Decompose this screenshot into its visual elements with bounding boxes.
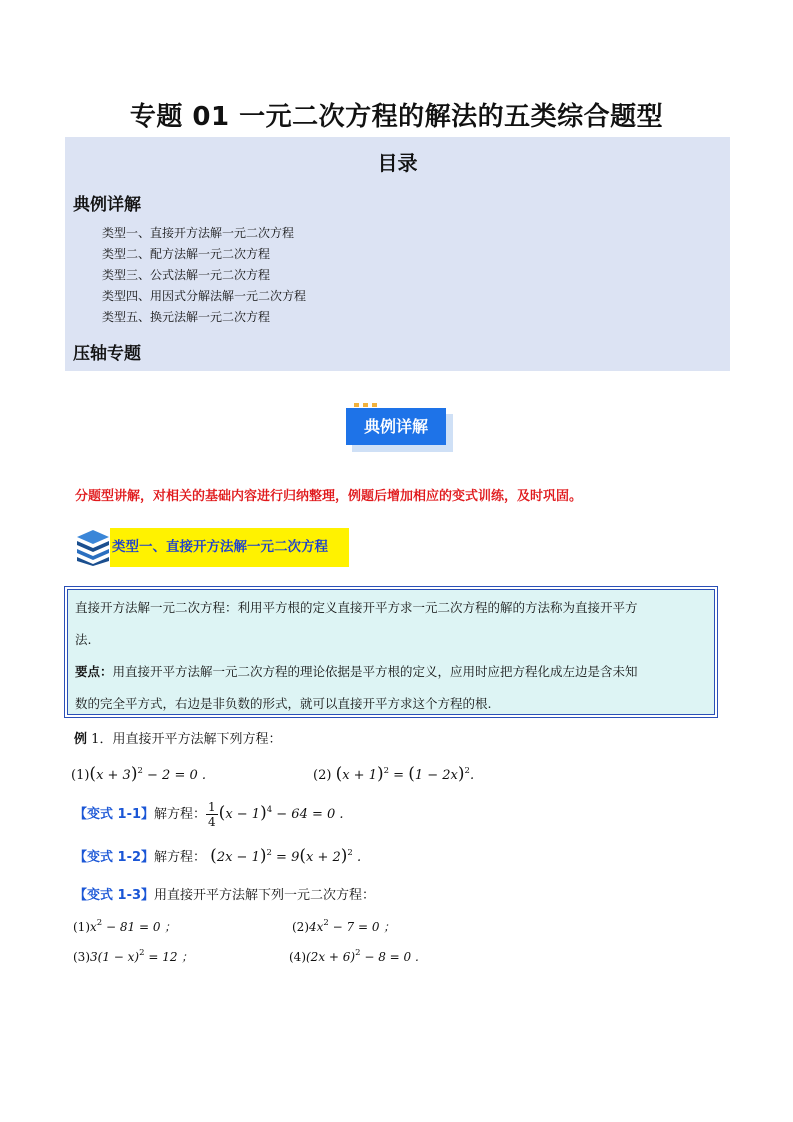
page-title: 专题 01 一元二次方程的解法的五类综合题型 <box>129 102 664 132</box>
concept-line-2: 法. <box>75 632 92 647</box>
equation-v12: $(2x - 1)^2 = 9(x + 2)^2$ . <box>210 846 362 866</box>
variant-1-3-part3 <box>73 948 193 965</box>
intro-note: 分题型讲解，对相关的基础内容进行归纳整理，例题后增加相应的变式训练，及时巩固。 <box>75 489 583 504</box>
v13-number-4: (4) <box>289 950 306 964</box>
concept-line-1: 直接开方法解一元二次方程：利用平方根的定义直接开平方求一元二次方程的解的方法称为直接开平方 <box>75 600 638 615</box>
variant-1-3-text: 用直接开平方法解下列一元二次方程： <box>154 888 376 903</box>
toc-section-challenge[interactable]: 压轴专题 <box>73 344 141 364</box>
example1-prompt <box>74 728 281 747</box>
equation-e2: $(x + 1)^2 = (1 - 2x)^2$. <box>335 764 475 784</box>
toc-heading: 目录 <box>377 151 418 175</box>
example1-part2 <box>313 764 474 784</box>
concept-key-line-2: 数的完全平方式，右边是非负数的形式，就可以直接开平方求这个方程的根. <box>75 696 492 711</box>
equation-v13-2: $4x^2 - 7 = 0$ ； <box>309 918 396 934</box>
variant-1-3-part1 <box>73 918 176 935</box>
type1-heading: 类型一、直接开方法解一元二次方程 <box>110 528 349 567</box>
variant-1-3-part2 <box>292 918 395 935</box>
book-stack-icon <box>74 530 112 566</box>
variant-1-2-text: 解方程： <box>154 850 207 865</box>
equation-e1: $(x + 3)^2 - 2 = 0$ . <box>89 764 207 784</box>
toc-item-2[interactable]: 类型二、配方法解一元二次方程 <box>102 247 271 261</box>
variant-1-1-text: 解方程： <box>154 807 207 822</box>
v13-number-2: (2) <box>292 920 309 934</box>
part-number-1: (1) <box>71 768 90 783</box>
part-number-2: (2) <box>313 768 332 783</box>
concept-key-line-1 <box>75 662 638 680</box>
badge-label: 典例详解 <box>346 408 446 445</box>
key-text-1: 用直接开平方法解一元二次方程的理论依据是平方根的定义，应用时应把方程化成左边是含未知 <box>112 664 638 679</box>
variant-1-3 <box>74 884 375 903</box>
table-of-contents <box>65 137 730 371</box>
toc-section-examples[interactable]: 典例详解 <box>73 195 141 215</box>
equation-v13-4: $(2x + 6)^2 - 8 = 0$ . <box>306 948 419 964</box>
equation-v11: $\frac{1}{4}$ $(x - 1)^4 - 64 = 0$ . <box>208 800 344 829</box>
v13-number-1: (1) <box>73 920 90 934</box>
v13-number-3: (3) <box>73 950 90 964</box>
variant-1-2-label: 【变式 1-2】 <box>74 850 155 865</box>
variant-1-2 <box>74 846 361 866</box>
variant-1-3-label: 【变式 1-3】 <box>74 888 155 903</box>
example-number: 1 <box>91 732 100 747</box>
badge-dots-icon <box>354 403 378 407</box>
example1-part1 <box>71 764 206 784</box>
toc-item-5[interactable]: 类型五、换元法解一元二次方程 <box>102 310 271 324</box>
key-label: 要点： <box>75 664 113 679</box>
equation-v13-1: $x^2 - 81 = 0$ ； <box>90 918 177 934</box>
toc-item-1[interactable]: 类型一、直接开方法解一元二次方程 <box>102 226 295 240</box>
variant-1-1 <box>74 800 344 829</box>
equation-v13-3: $3(1 - x)^2 = 12$ ； <box>90 948 194 964</box>
example-text: ．用直接开平方法解下列方程： <box>99 732 282 747</box>
variant-1-1-label: 【变式 1-1】 <box>74 807 155 822</box>
concept-box <box>64 586 718 718</box>
variant-1-3-part4 <box>289 948 419 964</box>
example-label: 例 <box>74 732 88 747</box>
toc-item-4[interactable]: 类型四、用因式分解法解一元二次方程 <box>102 289 307 303</box>
toc-item-3[interactable]: 类型三、公式法解一元二次方程 <box>102 268 271 282</box>
